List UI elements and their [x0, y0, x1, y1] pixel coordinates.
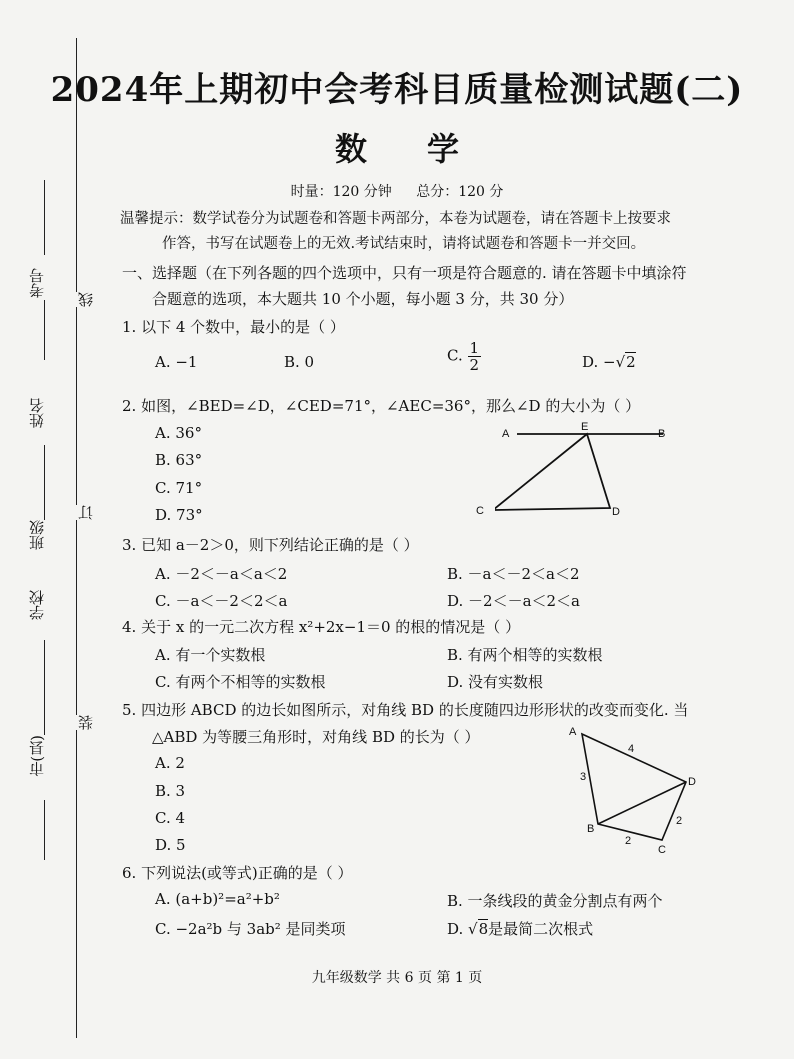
q1-option-a: A. −1	[155, 353, 198, 371]
subject-title: 数学	[334, 130, 519, 168]
q2-option-a: A. 36°	[155, 424, 202, 442]
sqrt-sign: √	[615, 353, 626, 371]
q4-option-d: D. 没有实数根	[447, 673, 544, 691]
label-a: A	[502, 428, 510, 440]
binding-xian: 线	[77, 292, 95, 307]
q4-option-a: A. 有一个实数根	[155, 646, 266, 664]
q3-option-c: C. －a＜－2＜2＜a	[155, 592, 288, 610]
page-title: 2024年上期初中会考科目质量检测试题(二)	[50, 70, 744, 110]
length-ab: 3	[580, 771, 587, 783]
section1-line-2: 合题意的选项，本大题共 10 个小题，每小题 3 分，共 30 分）	[152, 290, 574, 308]
binding-ding: 订	[77, 505, 95, 520]
q2-option-c: C. 71°	[155, 479, 203, 497]
exam-score: 总分：120 分	[416, 184, 504, 200]
label-a: A	[569, 726, 577, 738]
label-b: B	[658, 428, 666, 440]
label-name: 姓名	[28, 398, 46, 428]
binding-zhuang: 装	[77, 715, 95, 730]
label-school: 学校	[28, 590, 46, 620]
length-ad: 4	[628, 743, 635, 755]
q4-stem: 4. 关于 x 的一元二次方程 x²+2x−1＝0 的根的情况是（ ）	[122, 618, 521, 636]
q5-option-b: B. 3	[155, 782, 186, 800]
q3-option-b: B. －a＜－2＜a＜2	[447, 565, 580, 583]
fraction: $\frac{1}{2}$	[469, 339, 480, 374]
q2-figure	[495, 420, 675, 520]
q5-option-a: A. 2	[155, 754, 185, 772]
q1-option-d: D. −√2	[582, 353, 636, 371]
name-blank	[44, 445, 45, 520]
label-d: D	[688, 776, 696, 788]
q3-stem: 3. 已知 a－2＞0，则下列结论正确的是（ ）	[122, 536, 419, 554]
q6-stem: 6. 下列说法(或等式)正确的是（ ）	[122, 864, 353, 882]
q1-stem: 1. 以下 4 个数中，最小的是（ ）	[122, 318, 345, 336]
label-exam-no: 考号	[28, 268, 46, 298]
q4-option-b: B. 有两个相等的实数根	[447, 646, 603, 664]
q5-option-c: C. 4	[155, 809, 186, 827]
page-footer: 九年级数学 共 6 页 第 1 页	[311, 970, 483, 986]
exam-meta	[0, 181, 794, 201]
length-cd: 2	[676, 815, 683, 827]
q2-option-b: B. 63°	[155, 451, 203, 469]
triangle-ecd	[495, 434, 610, 510]
sqrt-sign: √	[468, 920, 478, 938]
q5-stem-2: △ABD 为等腰三角形时，对角线 BD 的长为（ ）	[152, 728, 480, 746]
q1-option-b: B. 0	[284, 353, 315, 371]
q2-option-d: D. 73°	[155, 506, 203, 524]
q3-option-a: A. －2＜－a＜a＜2	[155, 565, 288, 583]
q4-option-c: C. 有两个不相等的实数根	[155, 673, 326, 691]
q3-option-d: D. －2＜－a＜2＜a	[447, 592, 581, 610]
q6-option-c: C. −2a²b 与 3ab² 是同类项	[155, 920, 346, 938]
length-bc: 2	[625, 835, 632, 847]
q6-option-b: B. 一条线段的黄金分割点有两个	[447, 892, 663, 910]
q5-figure	[560, 722, 710, 858]
section1-line-1: 一、选择题（在下列各题的四个选项中，只有一项是符合题意的. 请在答题卡中填涂符	[122, 264, 687, 282]
label-city: 市(县)	[28, 735, 46, 777]
q6-option-a: A. (a+b)²=a²+b²	[155, 890, 280, 908]
q1-option-c: C. $\frac{1}{2}$	[447, 339, 480, 374]
exam-no-blank-2	[44, 300, 45, 360]
tip-line-1: 温馨提示：数学试卷分为试题卷和答题卡两部分，本卷为试题卷，请在答题卡上按要求	[120, 211, 671, 227]
label-e: E	[581, 421, 589, 433]
q6-option-d: D. √8是最简二次根式	[447, 920, 594, 938]
label-d: D	[612, 506, 620, 518]
label-c: C	[658, 844, 666, 856]
school-blank	[44, 640, 45, 735]
q2-stem: 2. 如图，∠BED=∠D，∠CED=71°，∠AEC=36°，那么∠D 的大小为（ ）	[122, 397, 641, 415]
q5-stem-1: 5. 四边形 ABCD 的边长如图所示，对角线 BD 的长度随四边形形状的改变而变化. 当	[122, 701, 689, 719]
city-blank	[44, 800, 45, 860]
exam-time: 时量：120 分钟	[290, 184, 392, 200]
diagonal-bd	[598, 782, 686, 824]
q2-label-c: C	[476, 505, 484, 517]
label-b: B	[587, 823, 595, 835]
label-class: 班级	[28, 520, 46, 550]
q5-option-d: D. 5	[155, 836, 186, 854]
tip-line-2: 作答，书写在试题卷上的无效.考试结束时，请将试题卷和答题卡一并交回。	[162, 236, 646, 252]
